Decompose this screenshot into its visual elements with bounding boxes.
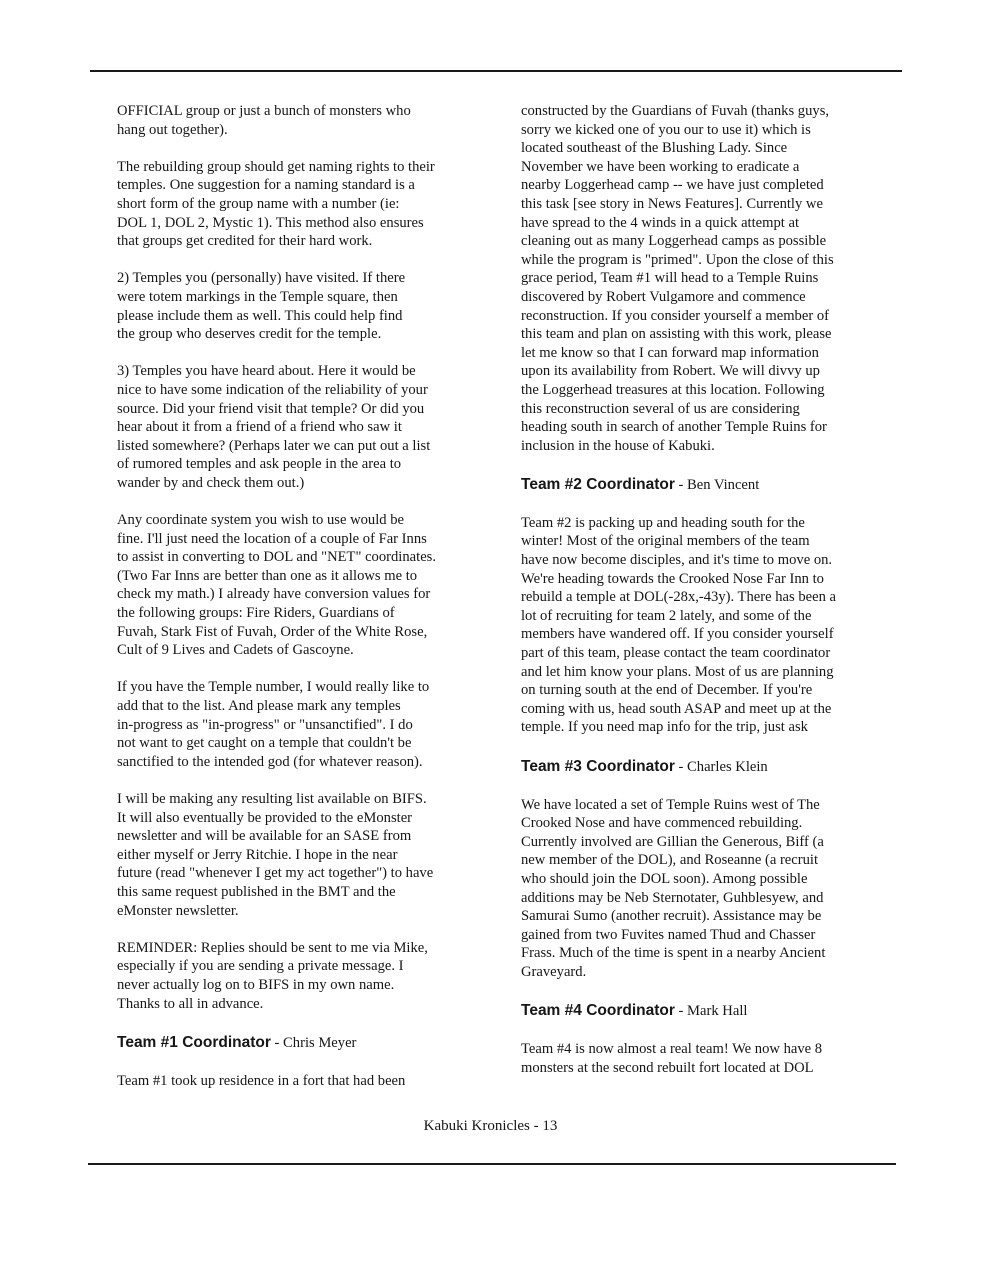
paragraph: Any coordinate system you wish to use would be fine. I'll just need the location of a couple of Far Inns to assist in converting to DOL and "NET" coordinates. (Two Far Inns are better than one as it allows me to check my math.) I already have conversion values for the following groups: Fire Riders, Guardians of Fuvah, Stark Fist of Fuvah, Order of the White Rose, Cult of 9 Lives and Cadets of Gascoyne. [117,512,436,659]
team1-heading-label: Team #1 Coordinator [117,1033,271,1051]
team3-coordinator-name: - Charles Klein [674,758,768,775]
left-column [117,102,469,1109]
paragraph: OFFICIAL group or just a bunch of monsters who hang out together). [117,103,411,138]
page-footer: Kabuki Kronicles - 13 [423,1118,558,1134]
team4-paragraph: Team #4 is now almost a real team! We now have 8 monsters at the second rebuilt fort located at DOL [521,1041,823,1076]
team4-heading [521,1000,877,1022]
paragraph: I will be making any resulting list available on BIFS. It will also eventually be provided to the eMonster newsletter and will be available for an SASE from either myself or Jerry Ritchie. I hope in the near future (read "whenever I get my act together") to have this same request published in the BMT and the eMonster newsletter. [117,790,434,919]
team2-heading [521,474,877,496]
team2-paragraph: Team #2 is packing up and heading south for the winter! Most of the original members of the team have now become disciples, and it's time to move on. We're heading towards the Crooked Nose Far Inn to rebuild a temple at DOL(-28x,-43y). There has been a lot of recruiting for team 2 lately, and some of the members have wandered off. If you consider yourself part of this team, please contact the team coordinator and let him know your plans. Most of us are planning on turning south at the end of December. If you're coming with us, head south ASAP and meet up at the temple. If you need map info for the trip, just ask [521,514,836,736]
team1-coordinator-name: - Chris Meyer [270,1034,357,1051]
paragraph: 2) Temples you (personally) have visited. If there were totem markings in the Temple square, then please include them as well. This could help find the group who deserves credit for the temple. [117,270,406,343]
team4-heading-label: Team #4 Coordinator [521,1002,675,1020]
team3-heading [521,756,877,778]
team3-paragraph: We have located a set of Temple Ruins west of The Crooked Nose and have commenced rebuilding. Currently involved are Gillian the Generous, Biff (a new member of the DOL), and Roseanne (a recruit who should join the DOL soon). Among possible additions may be Neb Sternotater, Guhblesyew, and Samurai Sumo (another recruit). Assistance may be gained from two Fuvites named Thud and Chasser Frass. Much of the time is spent in a nearby Ancient Graveyard. [521,796,826,980]
paragraph: The rebuilding group should get naming rights to their temples. One suggestion for a naming standard is a short form of the group name with a number (ie: DOL 1, DOL 2, Mystic 1). This method also ensures that groups get credited for their hard work. [117,158,435,250]
team4-coordinator-name: - Mark Hall [674,1003,748,1020]
team2-coordinator-name: - Ben Vincent [674,476,760,493]
team3-heading-label: Team #3 Coordinator [521,757,675,775]
reminder-paragraph: REMINDER: Replies should be sent to me via Mike, especially if you are sending a private message. I never actually log on to BIFS in my own name. Thanks to all in advance. [117,939,428,1012]
team1-paragraph: Team #1 took up residence in a fort that had been [117,1072,406,1089]
paragraph: If you have the Temple number, I would really like to add that to the list. And please mark any temples in-progress as "in-progress" or "unsanctified". I do not want to get caught on a temple that couldn't be sanctified to the intended god (for whatever reason). [117,679,430,770]
team1-heading [117,1032,469,1054]
team2-heading-label: Team #2 Coordinator [521,475,675,493]
right-column [521,102,877,1096]
paragraph: 3) Temples you have heard about. Here it would be nice to have some indication of the reliability of your source. Did your friend visit that temple? Or did you hear about it from a friend of a friend who saw it listed somewhere? (Perhaps later we can put out a list of rumored temples and ask people in the area to wander by and check them out.) [117,363,431,491]
paragraph: constructed by the Guardians of Fuvah (thanks guys, sorry we kicked one of you our to use it) which is located southeast of the Blushing Lady. Since November we have been working to eradicate a nearby Loggerhead camp -- we have just completed this task [see story in News Features]. Currently we have spread to the 4 winds in a quick attempt at cleaning out as many Loggerhead camps as possible while the program is "primed". Upon the close of this grace period, Team #1 will head to a Temple Ruins discovered by Robert Vulgamore and commence reconstruction. If you consider yourself a member of this team and plan on assisting with this work, please let me know so that I can forward map information upon its availability from Robert. We will divvy up the Loggerhead treasures at this location. Following this reconstruction several of us are considering heading south in search of another Temple Ruins for inclusion in the house of Kabuki. [521,103,834,454]
bottom-rule [88,1163,896,1165]
top-rule [90,70,902,72]
